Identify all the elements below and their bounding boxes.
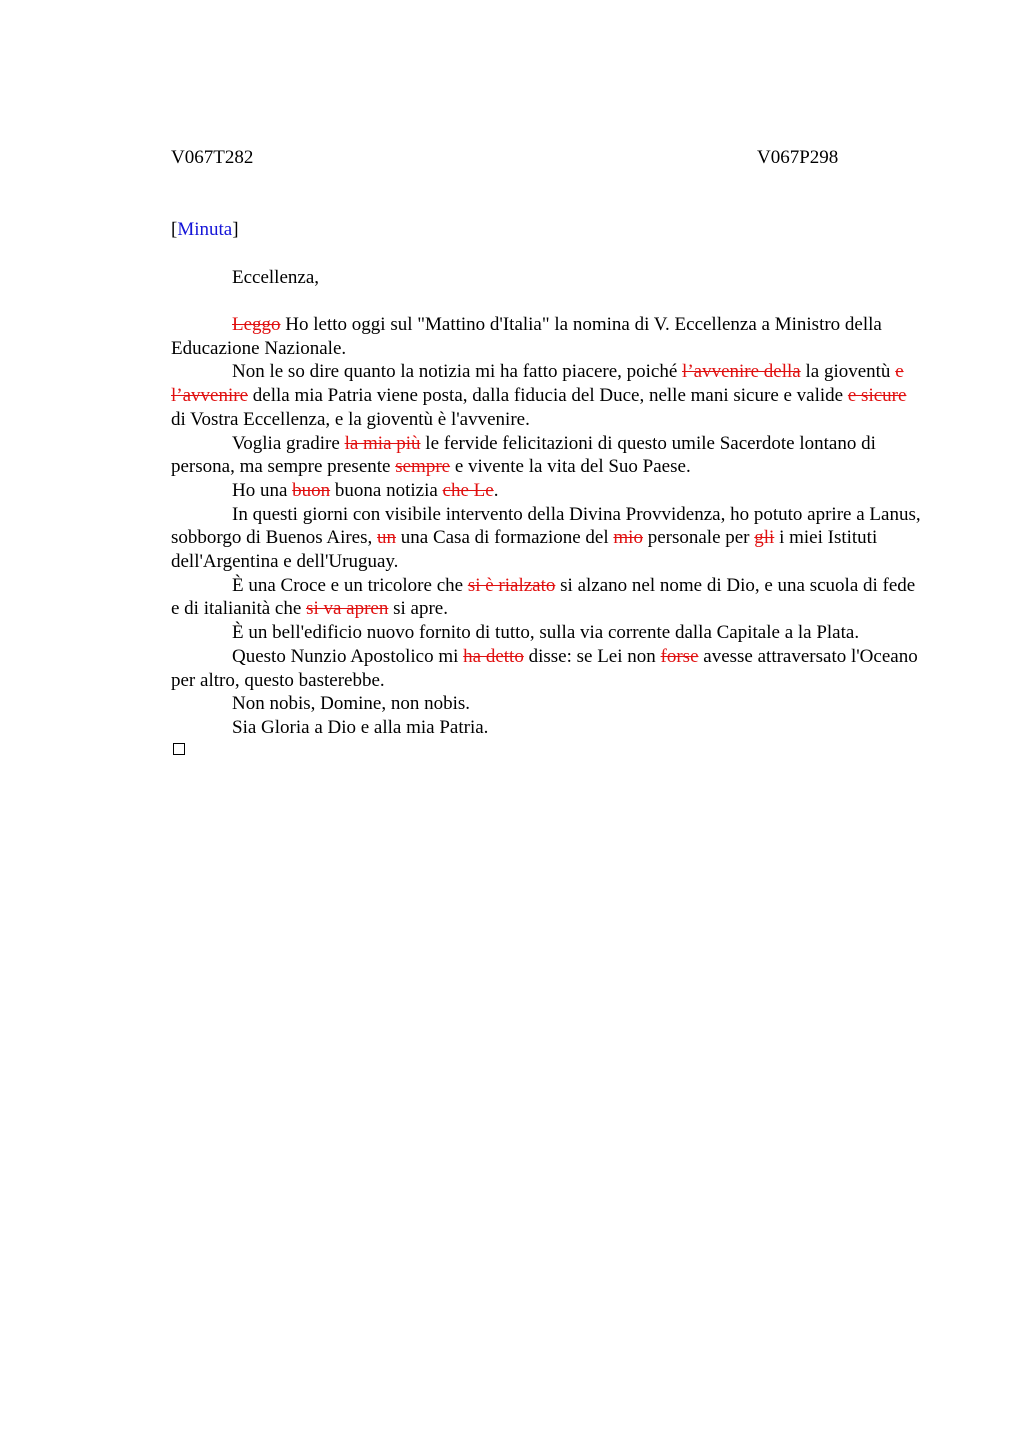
document-code-right: V067P298 (757, 147, 839, 168)
paragraph-text: Ho una (232, 479, 293, 501)
deleted-text: si va apren (306, 598, 389, 620)
letter-paragraph (171, 645, 925, 692)
paragraph-text: si apre. (388, 598, 448, 620)
letter-body (171, 313, 925, 740)
paragraph-text: una Casa di formazione del (396, 527, 614, 549)
letter-paragraph (171, 574, 925, 621)
minuta-label: Minuta (177, 219, 233, 240)
deleted-text: si è rialzato (467, 574, 556, 596)
minuta-annotation (171, 218, 239, 242)
deleted-text: l’avvenire della (682, 361, 801, 383)
paragraph-text: Sia Gloria a Dio e alla mia Patria. (232, 716, 489, 738)
deleted-text: che Le (442, 479, 494, 501)
letter-paragraph (171, 716, 925, 740)
paragraph-text: Non nobis, Domine, non nobis. (232, 693, 471, 715)
letter-paragraph (171, 479, 925, 503)
paragraph-text: personale per (642, 527, 755, 549)
deleted-text: e l’avvenire (171, 361, 904, 407)
paragraph-text: si alzano nel nome di Dio, e una scuola di fede e di italianità che (171, 574, 916, 620)
end-box-icon (173, 743, 185, 755)
deleted-text: buon (292, 479, 331, 501)
deleted-text: ha detto (463, 645, 524, 667)
bracket-close: ] (232, 219, 239, 240)
letter-paragraph (171, 360, 925, 431)
paragraph-text: buona notizia (330, 479, 443, 501)
paragraph-text: È una Croce e un tricolore che (232, 574, 468, 596)
paragraph-text: la gioventù (800, 361, 896, 383)
deleted-text: la mia più (344, 432, 421, 454)
letter-paragraph (171, 692, 925, 716)
deleted-text: sempre (395, 456, 451, 478)
paragraph-text: Questo Nunzio Apostolico mi (232, 645, 464, 667)
deleted-text: mio (613, 527, 643, 549)
paragraph-text: avesse attraversato l'Oceano per altro, questo basterebbe. (171, 645, 918, 691)
document-code-left: V067T282 (171, 147, 254, 168)
paragraph-text: Ho letto oggi sul "Mattino d'Italia" la nomina di V. Eccellenza a Ministro della Educazione Nazionale. (171, 314, 882, 359)
paragraph-text: della mia Patria viene posta, dalla fiducia del Duce, nelle mani sicure e valide (248, 385, 848, 407)
letter-paragraph (171, 432, 925, 479)
deleted-text: e sicure (847, 385, 907, 407)
paragraph-text: Non le so dire quanto la notizia mi ha fatto piacere, poiché (232, 361, 683, 383)
paragraph-text: È un bell'edificio nuovo fornito di tutto, sulla via corrente dalla Capitale a la Plata. (232, 622, 860, 644)
paragraph-text: le fervide felicitazioni di questo umile Sacerdote lontano di persona, ma sempre presente (171, 432, 876, 478)
paragraph-text: Voglia gradire (232, 432, 345, 454)
paragraph-text: In questi giorni con visibile intervento della Divina Provvidenza, ho potuto aprire a Lanus, sobborgo di Buenos Aires, (171, 503, 921, 549)
deleted-text: Leggo (232, 314, 281, 335)
paragraph-text: disse: se Lei non (523, 645, 661, 667)
paragraph-text: i miei Istituti dell'Argentina e dell'Uruguay. (171, 527, 878, 573)
letter-paragraph (171, 313, 925, 360)
greeting: Eccellenza, (232, 267, 320, 288)
deleted-text: forse (660, 645, 699, 667)
bracket-open: [ (171, 219, 178, 240)
deleted-text: un (377, 527, 397, 549)
deleted-text: gli (754, 527, 775, 549)
paragraph-text: . (493, 479, 499, 501)
letter-paragraph (171, 621, 925, 645)
paragraph-text: e vivente la vita del Suo Paese. (450, 456, 691, 478)
letter-paragraph (171, 503, 925, 574)
paragraph-text: di Vostra Eccellenza, e la gioventù è l'avvenire. (171, 408, 530, 430)
